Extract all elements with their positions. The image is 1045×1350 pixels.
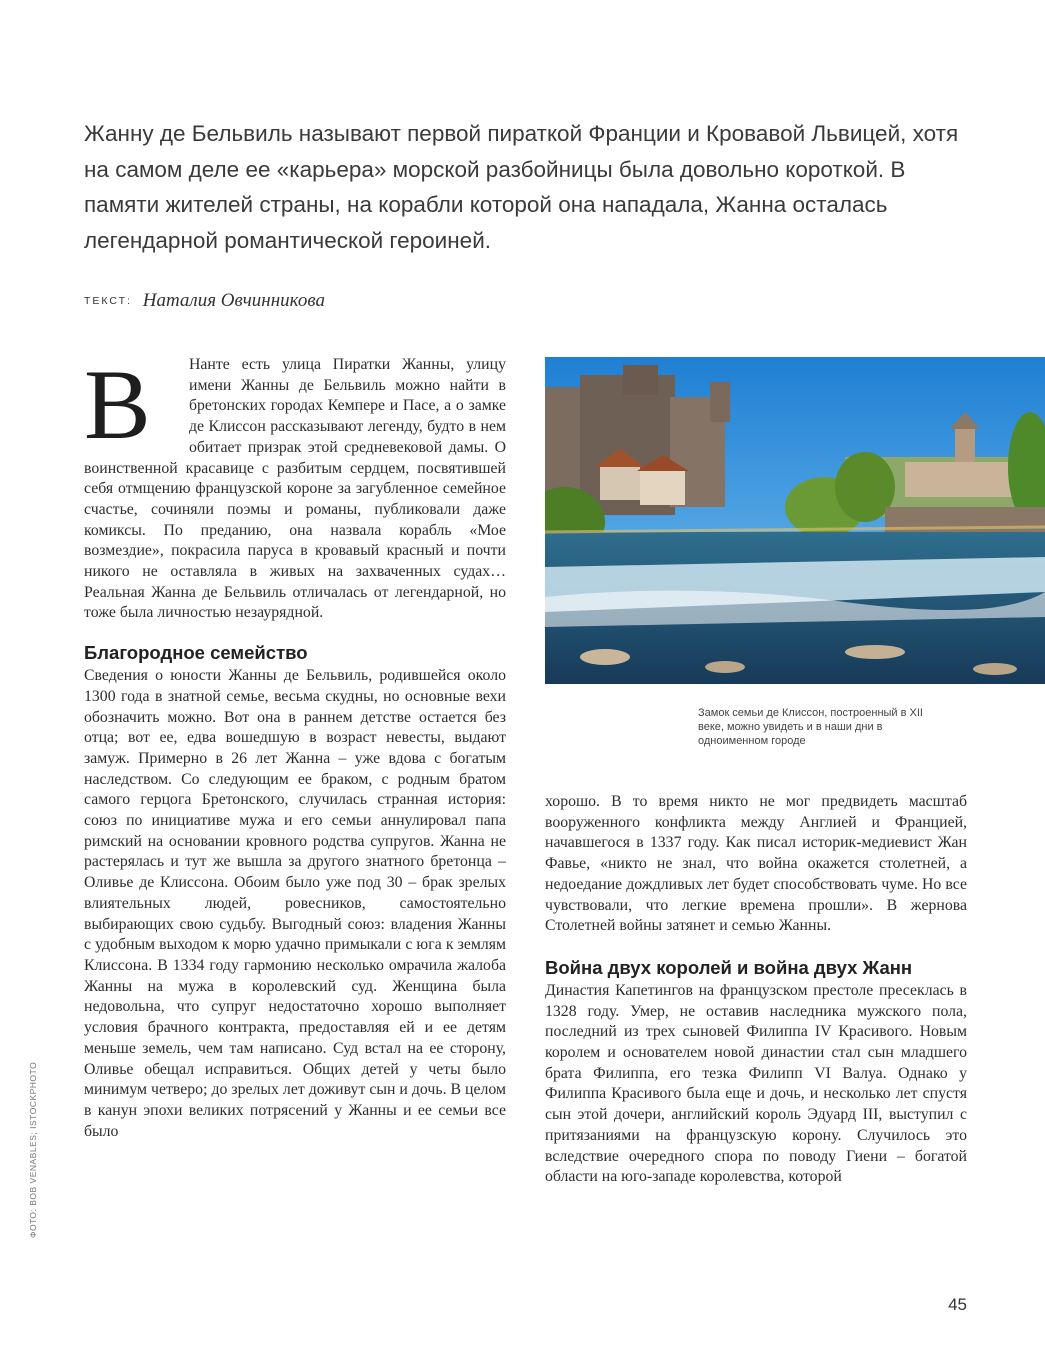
- intro-paragraph: Нанте есть улица Пиратки Жанны, улицу имени Жанны де Бельвиль можно найти в бретонских городах Кемпере и Пасе, а о замке де Клиссон рассказывают легенду, будто в нем обитает призрак этой средневековой дамы. О воинственной красавице с разбитым сердцем, посвятившей себя отмщению французской короне за загубленное семейное счастье, сочиняли поэмы и романы, публиковали даже комиксы. По преданию, она назвала корабль «Мое возмездие», покрасила паруса в кровавый красный и почти никого не оставляла в живых на захваченных судах… Реальная Жанна де Бельвиль отличалась от легендарной, но тоже была личностью незаурядной.: [84, 356, 506, 622]
- page-number: 45: [948, 1295, 967, 1314]
- section-heading: Война двух королей и война двух Жанн: [545, 956, 913, 978]
- article-column-left: [84, 349, 506, 1142]
- photo-caption: Замок семьи де Клиссон, построенный в XII веке, можно увидеть и в наши дни в одноименном городе: [698, 707, 923, 747]
- section-paragraph: Династия Капетингов на французском престоле пресеклась в 1328 году. Умер, не оставив наследника мужского пола, последний из трех сыновей Филиппа IV Красивого. Новым королем и основателем новой династии стал сын младшего брата Филиппа, его тезка Филипп VI Валуа. Однако у Филиппа Красивого была еще и дочь, и несколько лет спустя сын этой дочери, английский король Эдуард III, выступил с притязаниями на французскую корону. Случилось это вследствие очередного спора по поводу Гиени – богатой области на юго-западе королевства, которой: [545, 981, 967, 1186]
- photo-credit: ФОТО: BOB VENABLES; ISTOCKPHOTO: [28, 1061, 38, 1238]
- castle-photo: [545, 357, 1045, 684]
- byline-label: ТЕКСТ:: [84, 295, 132, 307]
- byline-author: Наталия Овчинникова: [142, 290, 325, 311]
- drop-cap: В: [84, 349, 151, 460]
- section-paragraph: Сведения о юности Жанны де Бельвиль, родившейся около 1300 года в знатной семье, весьма скудны, но основные вехи обозначить можно. Вот она в раннем детстве остается без отца; вот ее, едва вошедшую в возраст невесты, выдают замуж. Примерно в 26 лет Жанна – уже вдова с богатым наследством. Со следующим ее браком, с родным братом самого герцога Бретонского, случилась странная история: союз по инициативе мужа и его семьи аннулировал папа римский на основании кровного родства супругов. Жанна не растерялась и тут же вышла за другого знатного бретонца – Оливье де Клиссона. Обоим было уже под 30 – брак зрелых влиятельных людей, ровесников, самостоятельно выбирающих свою судьбу. Выгодный союз: владения Жанны с удобным выходом к морю удачно примыкали с юга к землям Клиссона. В 1334 году гармонию несколько омрачила жалоба Жанны на мужа в королевский суд. Женщина была недовольна, что супруг недостаточно хорошо выполняет условия брачного контракта, предоставляя ей и ее детям меньше земель, чем там написано. Суд встал на ее сторону, Оливье обещал исправиться. Общих детей у четы было минимум четверо; до зрелых лет доживут сын и дочь. В целом в канун эпохи великих потрясений у Жанны и ее семьи все было: [84, 667, 506, 1140]
- section-paragraph-continued: хорошо. В то время никто не мог предвидеть масштаб вооруженного конфликта между Англией и Францией, начавшегося в 1337 году. Как писал историк-медиевист Жан Фавье, «никто не знал, что война окажется столетней, а недоедание дождливых лет будет способствовать чуме. Но все чувствовали, что легкие времена прошли». В жернова Столетней войны затянет и семью Жанны.: [545, 793, 967, 935]
- article-column-right: [545, 792, 967, 1188]
- article-lead: Жанну де Бельвиль называют первой пираткой Франции и Кровавой Львицей, хотя на самом деле ее «карьера» морской разбойницы была довольно короткой. В памяти жителей страны, на корабли которой она нападала, Жанна осталась легендарной романтической героиней.: [84, 121, 959, 253]
- section-heading: Благородное семейство: [84, 642, 308, 664]
- byline: [84, 290, 325, 312]
